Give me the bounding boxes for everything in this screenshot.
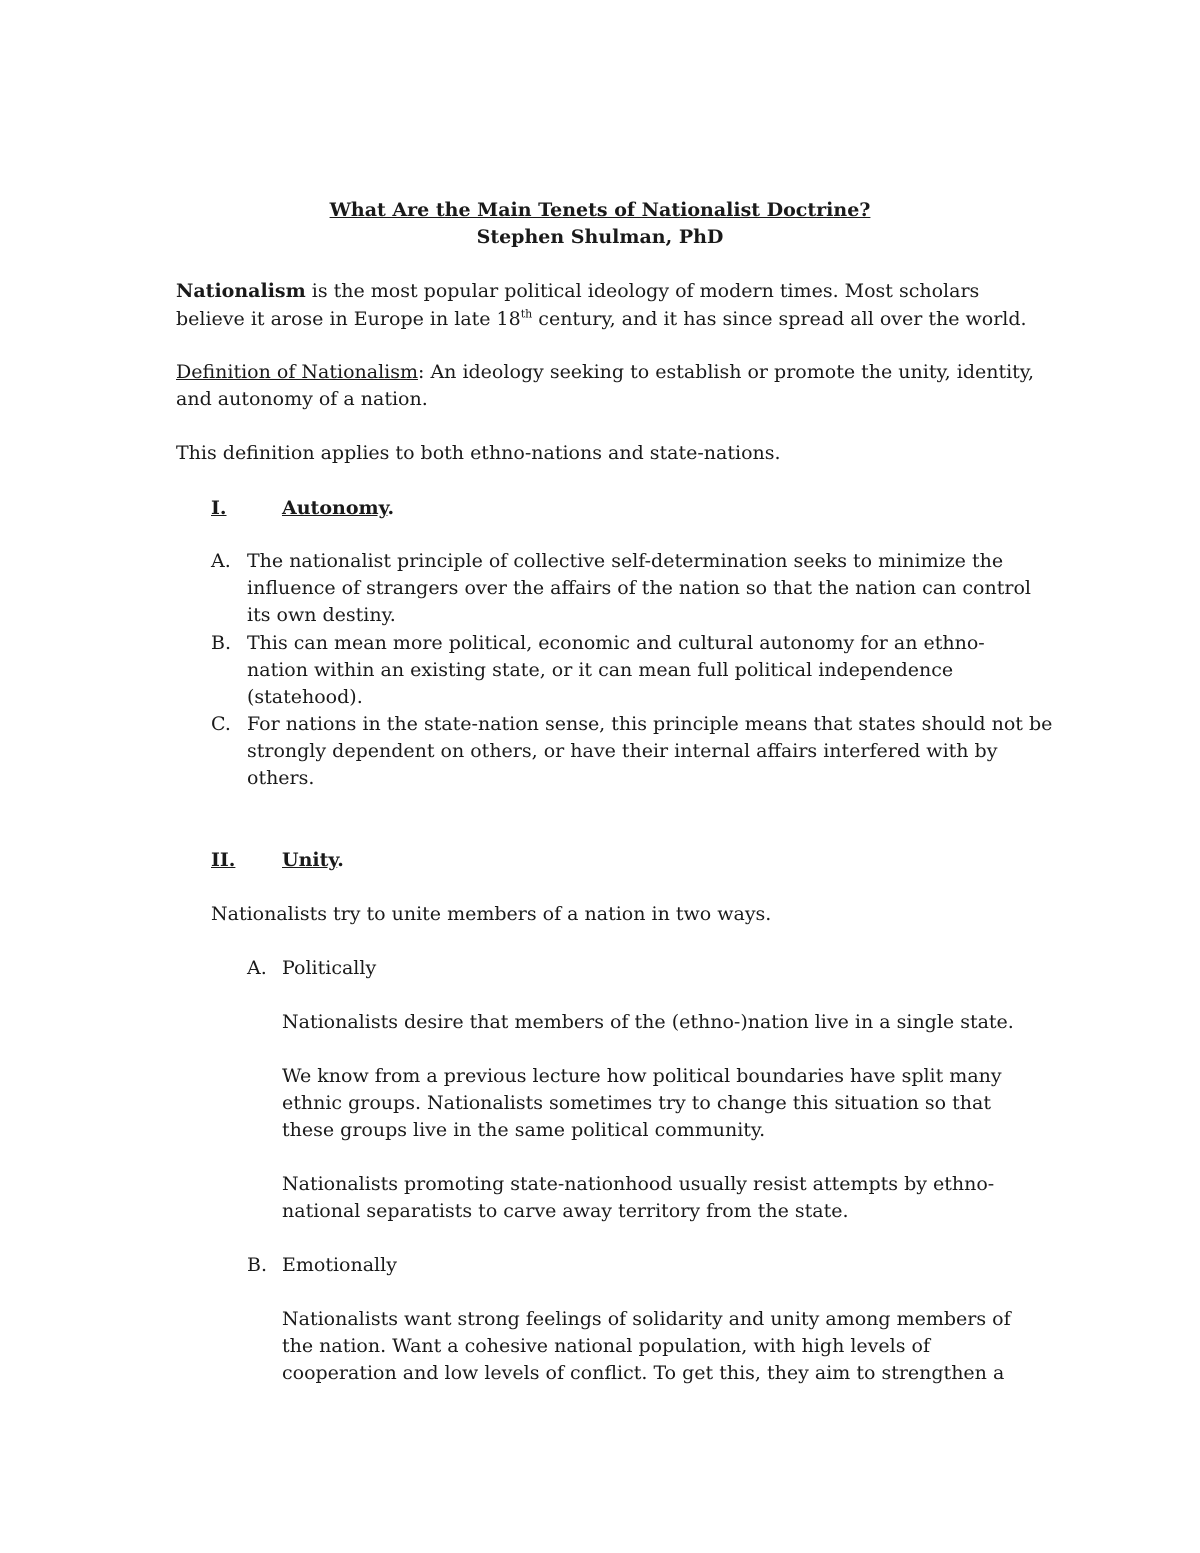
section-2-title: Unity: [282, 849, 338, 871]
sub-a-paragraph-2-line: these groups live in the same political community.: [282, 1119, 766, 1141]
section-1-item-c-line: strongly dependent on others, or have their internal affairs interfered with by: [247, 740, 998, 762]
definition-line-1: [176, 359, 1034, 386]
section-1-item-c-line: others.: [247, 767, 315, 789]
intro-term: Nationalism: [176, 280, 306, 302]
section-1-item-a-marker: A.: [211, 550, 231, 572]
sub-b-title: Emotionally: [282, 1254, 397, 1276]
intro-line-1-text: is the most popular political ideology of modern times. Most scholars: [305, 280, 980, 302]
section-2-numeral: II.: [211, 849, 236, 871]
sub-b-paragraph-1-line: the nation. Want a cohesive national population, with high levels of: [282, 1335, 930, 1357]
section-1-item-a-line: The nationalist principle of collective self-determination seeks to minimize the: [247, 550, 1004, 572]
section-2-heading: [211, 847, 344, 874]
document-title: What Are the Main Tenets of Nationalist Doctrine?: [329, 199, 871, 221]
intro-line-2-post: century, and it has since spread all over the world.: [532, 308, 1027, 330]
sub-a-title: Politically: [282, 957, 377, 979]
section-1-item-b-line: nation within an existing state, or it can mean full political independence: [247, 659, 954, 681]
intro-line-1: [176, 278, 979, 305]
applies-text: This definition applies to both ethno-nations and state-nations.: [176, 442, 781, 464]
sub-a-paragraph-3-line: national separatists to carve away territory from the state.: [282, 1200, 849, 1222]
section-1-item-b-line: (statehood).: [247, 686, 363, 708]
section-2-intro: Nationalists try to unite members of a nation in two ways.: [211, 903, 772, 925]
sub-a-marker: A.: [247, 957, 267, 979]
section-1-item-a-line: its own destiny.: [247, 604, 396, 626]
section-1-item-a-line: influence of strangers over the affairs of the nation so that the nation can control: [247, 577, 1031, 599]
section-1-heading: [211, 495, 394, 522]
sub-a-paragraph-2-line: We know from a previous lecture how political boundaries have split many: [282, 1065, 1002, 1087]
section-1-numeral: I.: [211, 497, 227, 519]
sub-b-marker: B.: [247, 1254, 268, 1276]
sub-b-paragraph-1-line: Nationalists want strong feelings of solidarity and unity among members of: [282, 1308, 1011, 1330]
intro-superscript: th: [520, 307, 533, 321]
section-1-item-c-marker: C.: [211, 713, 231, 735]
document-author: Stephen Shulman, PhD: [476, 226, 724, 248]
definition-line-2: and autonomy of a nation.: [176, 388, 428, 410]
section-1-dot: .: [387, 497, 395, 519]
section-1-item-c-line: For nations in the state-nation sense, this principle means that states should not be: [247, 713, 1053, 735]
definition-line-1-text: : An ideology seeking to establish or promote the unity, identity,: [418, 361, 1035, 383]
section-2-dot: .: [337, 849, 344, 871]
section-1-item-b-line: This can mean more political, economic and cultural autonomy for an ethno-: [247, 632, 985, 654]
definition-label: Definition of Nationalism: [176, 361, 418, 383]
sub-b-paragraph-1-line: cooperation and low levels of conflict. To get this, they aim to strengthen a: [282, 1362, 1005, 1384]
section-1-title: Autonomy: [282, 497, 388, 519]
intro-line-2-pre: believe it arose in Europe in late 18: [176, 308, 521, 330]
section-1-item-b-marker: B.: [211, 632, 232, 654]
intro-line-2: [176, 306, 1027, 333]
sub-a-paragraph-1: Nationalists desire that members of the (ethno-)nation live in a single state.: [282, 1011, 1014, 1033]
sub-a-paragraph-2-line: ethnic groups. Nationalists sometimes try to change this situation so that: [282, 1092, 991, 1114]
sub-a-paragraph-3-line: Nationalists promoting state-nationhood usually resist attempts by ethno-: [282, 1173, 995, 1195]
